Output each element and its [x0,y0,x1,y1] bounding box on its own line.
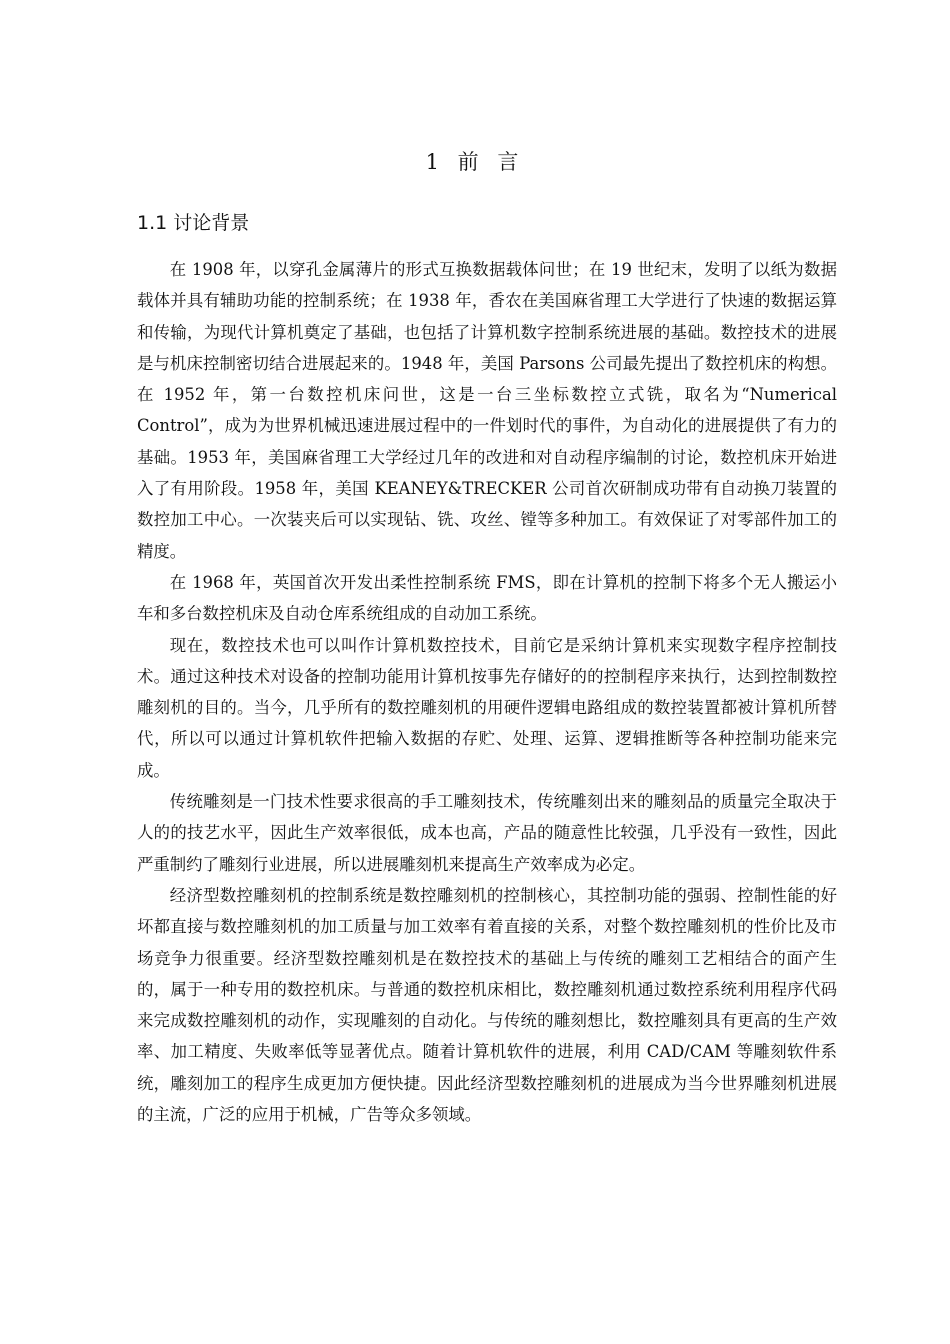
paragraph: 在 1908 年，以穿孔金属薄片的形式互换数据载体问世；在 19 世纪末，发明了以纸为数据载体并具有辅助功能的控制系统；在 1938 年，香农在美国麻省理工大学进行了快速的数据运算和传输，为现代计算机奠定了基础，也包括了计算机数字控制系统进展的基础。数控技术的进展是与机床控制密切结合进展起来的。1948 年，美国 Parsons 公司最先提出了数控机床的构想。在 1952 年，第一台数控机床问世，这是一台三坐标数控立式铣，取名为“Numerical Control”，成为为世界机械迅速进展过程中的一件划时代的事件，为自动化的进展提供了有力的基础。1953 年，美国麻省理工大学经过几年的改进和对自动程序编制的讨论，数控机床开始进入了有用阶段。1958 年，美国 KEANEY&TRECKER 公司首次研制成功带有自动换刀装置的数控加工中心。一次装夹后可以实现钻、铣、攻丝、镗等多种加工。有效保证了对零部件加工的精度。 [137,260,837,561]
chapter-title: 1 前 言 [425,150,525,174]
paragraph: 经济型数控雕刻机的控制系统是数控雕刻机的控制核心，其控制功能的强弱、控制性能的好坏都直接与数控雕刻机的加工质量与加工效率有着直接的关系，对整个数控雕刻机的性价比及市场竞争力很重要。经济型数控雕刻机是在数控技术的基础上与传统的雕刻工艺相结合的面产生的，属于一种专用的数控机床。与普通的数控机床相比，数控雕刻机通过数控系统利用程序代码来完成数控雕刻机的动作，实现雕刻的自动化。与传统的雕刻想比，数控雕刻具有更高的生产效率、加工精度、失败率低等显著优点。随着计算机软件的进展，利用 CAD/CAM 等雕刻软件系统，雕刻加工的程序生成更加方便快捷。因此经济型数控雕刻机的进展成为当今世界雕刻机进展的主流，广泛的应用于机械，广告等众多领域。 [137,885,837,1125]
paragraph: 传统雕刻是一门技术性要求很高的手工雕刻技术，传统雕刻出来的雕刻品的质量完全取决于人的的技艺水平，因此生产效率很低，成本也高，产品的随意性比较强，几乎没有一致性，因此严重制约了雕刻行业进展，所以进展雕刻机来提高生产效率成为必定。 [137,792,837,874]
body-text [137,254,837,1130]
paragraph: 现在，数控技术也可以叫作计算机数控技术，目前它是采纳计算机来实现数字程序控制技术。通过这种技术对设备的控制功能用计算机按事先存储好的的控制程序来执行，达到控制数控雕刻机的目的。当今，几乎所有的数控雕刻机的用硬件逻辑电路组成的数控装置都被计算机所替代，所以可以通过计算机软件把输入数据的存贮、处理、运算、逻辑推断等各种控制功能来完成。 [137,635,837,780]
paragraph: 在 1968 年，英国首次开发出柔性控制系统 FMS，即在计算机的控制下将多个无人搬运小车和多台数控机床及自动仓库系统组成的自动加工系统。 [137,572,837,624]
section-heading: 1.1 讨论背景 [137,212,250,234]
